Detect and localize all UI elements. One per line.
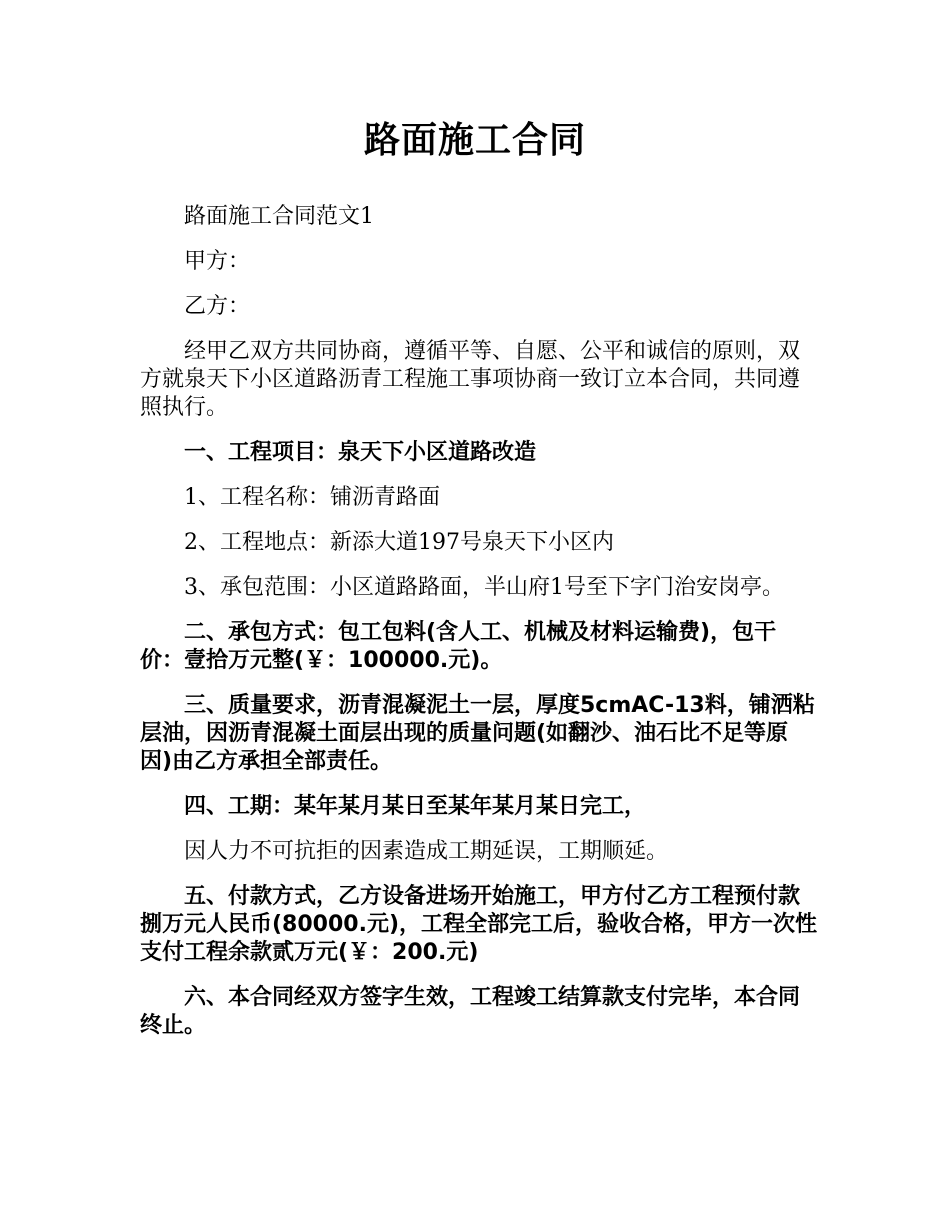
- paragraph-preamble: 经甲乙双方共同协商，遵循平等、自愿、公平和诚信的原则，双方就泉天下小区道路沥青工程施工事项协商一致订立本合同，共同遵照执行。: [140, 339, 801, 420]
- section-project: 一、工程项目：泉天下小区道路改造: [184, 440, 537, 465]
- paragraph-doc-label: 路面施工合同范文1: [184, 204, 374, 229]
- item-project-location: 2、工程地点：新添大道197号泉天下小区内: [184, 530, 614, 555]
- document-body: [140, 203, 820, 1057]
- item-project-name: 1、工程名称：铺沥青路面: [184, 485, 440, 510]
- paragraph-delay: 因人力不可抗拒的因素造成工期延误，工期顺延。: [184, 839, 669, 864]
- section-effective: 六、本合同经双方签字生效，工程竣工结算款支付完毕，本合同终止。: [140, 985, 801, 1038]
- paragraph-party-a: 甲方：: [184, 249, 251, 274]
- paragraph-party-b: 乙方：: [184, 294, 251, 319]
- section-quality: 三、质量要求，沥青混凝泥土一层，厚度5cmAC-13料，铺洒粘层油，因沥青混凝土面层出现的质量问题(如翻沙、油石比不足等原因)由乙方承担全部责任。: [140, 693, 815, 774]
- section-schedule: 四、工期：某年某月某日至某年某月某日完工，: [184, 794, 647, 819]
- section-contract-method: 二、承包方式：包工包料(含人工、机械及材料运输费)，包干价：壹拾万元整(￥：100000.元)。: [140, 620, 777, 673]
- item-contract-scope: 3、承包范围：小区道路路面，半山府1号至下字门治安岗亭。: [184, 575, 784, 600]
- section-payment: 五、付款方式，乙方设备进场开始施工，甲方付乙方工程预付款捌万元人民币(80000.元)，工程全部完工后，验收合格，甲方一次性支付工程余款贰万元(￥：200.元): [140, 884, 818, 965]
- document-title: 路面施工合同: [363, 120, 586, 161]
